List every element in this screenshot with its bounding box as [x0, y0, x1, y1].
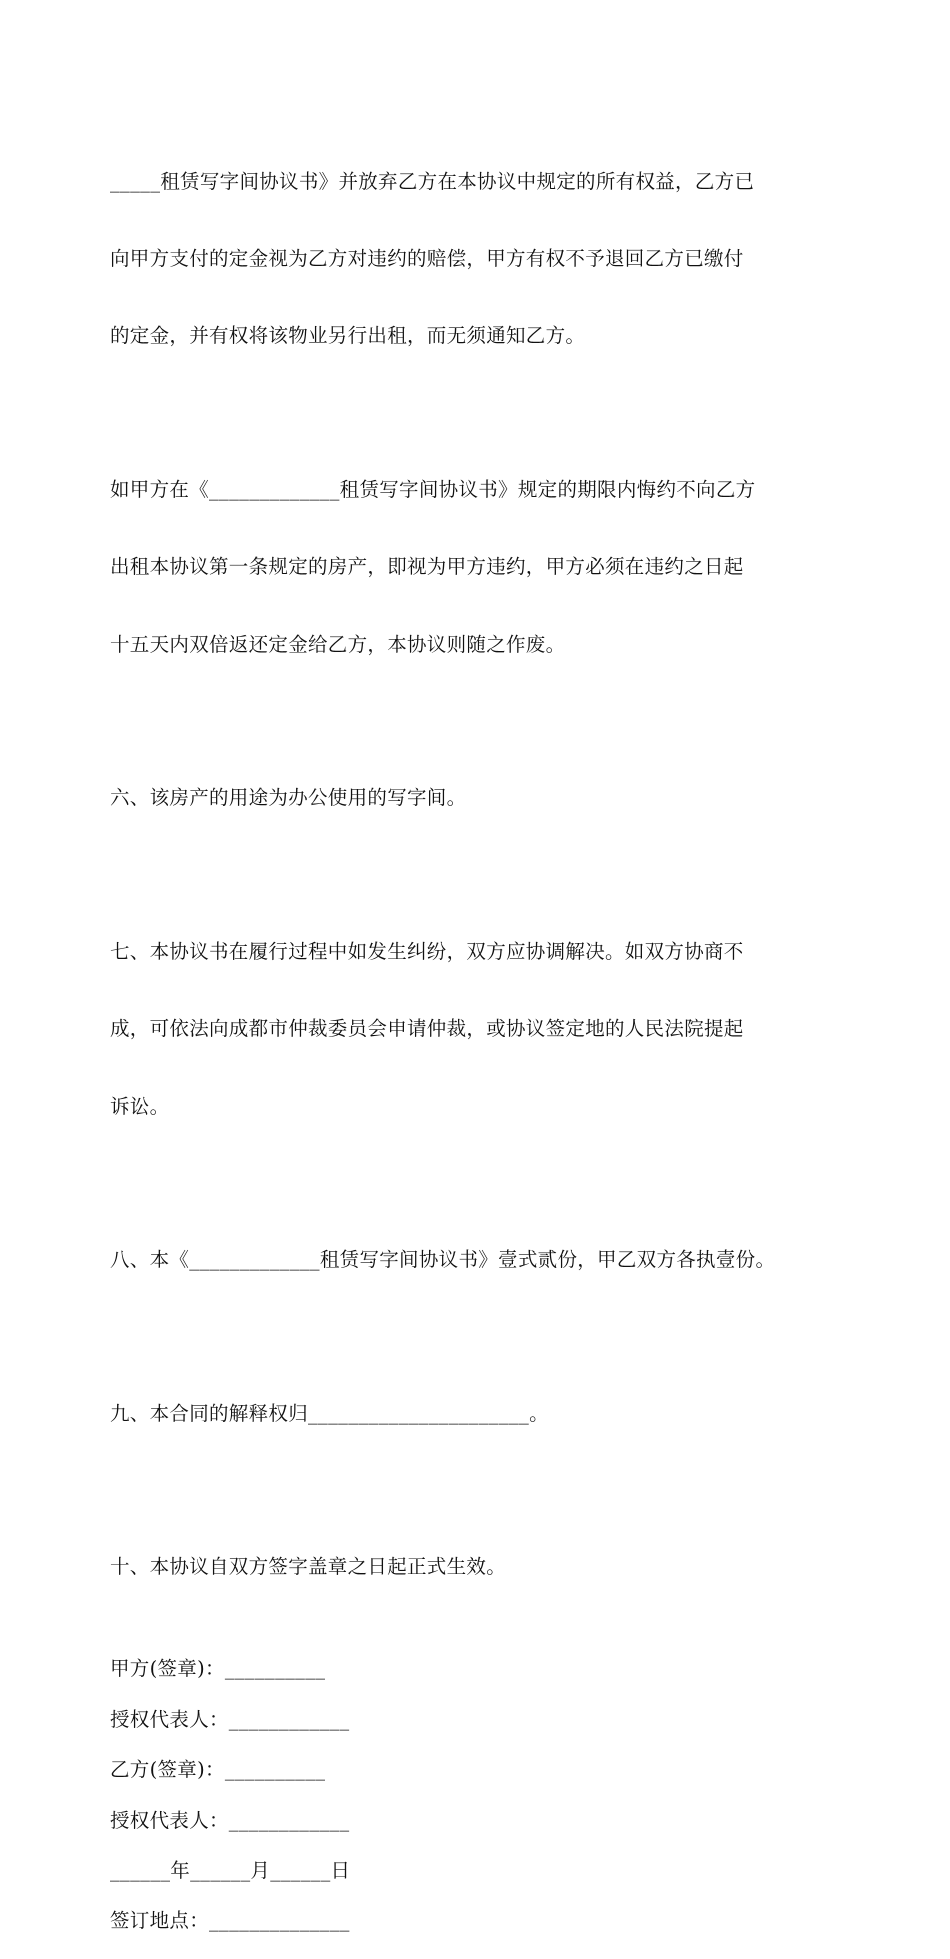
text-line: 的定金，并有权将该物业另行出租，而无须通知乙方。 — [110, 324, 586, 348]
clause-6 — [110, 734, 850, 863]
document-body — [110, 117, 850, 1959]
paragraph-breach-party-a — [110, 425, 850, 709]
signing-place: 签订地点：______________ — [110, 1909, 350, 1933]
text-line: 如甲方在《_____________租赁写字间协议书》规定的期限内悔约不向乙方 — [110, 477, 756, 501]
clause-8 — [110, 1196, 850, 1325]
text-line: _____租赁写字间协议书》并放弃乙方在本协议中规定的所有权益，乙方已 — [110, 169, 755, 193]
clause-10 — [110, 1503, 850, 1632]
text-line: 六、该房产的用途为办公使用的写字间。 — [110, 786, 467, 810]
text-line: 十五天内双倍返还定金给乙方，本协议则随之作废。 — [110, 632, 566, 656]
text-line: 向甲方支付的定金视为乙方对违约的赔偿，甲方有权不予退回乙方已缴付 — [110, 246, 744, 270]
signature-party-a: 甲方(签章)：__________ — [110, 1657, 326, 1681]
text-line: 出租本协议第一条规定的房产，即视为甲方违约，甲方必须在违约之日起 — [110, 555, 744, 579]
clause-7 — [110, 887, 850, 1171]
signature-party-a-representative: 授权代表人：____________ — [110, 1707, 350, 1731]
text-line: 成，可依法向成都市仲裁委员会申请仲裁，或协议签定地的人民法院提起 — [110, 1017, 744, 1041]
text-line: 诉讼。 — [110, 1094, 170, 1118]
text-line: 七、本协议书在履行过程中如发生纠纷，双方应协调解决。如双方协商不 — [110, 939, 744, 963]
text-line: 十、本协议自双方签字盖章之日起正式生效。 — [110, 1555, 507, 1579]
signature-party-b: 乙方(签章)：__________ — [110, 1758, 326, 1782]
text-line: 八、本《_____________租赁写字间协议书》壹式贰份，甲乙双方各执壹份。 — [110, 1248, 776, 1272]
signature-party-b-representative: 授权代表人：____________ — [110, 1808, 350, 1832]
signing-date: ______年______月______日 — [110, 1858, 351, 1882]
text-line: 九、本合同的解释权归______________________。 — [110, 1401, 549, 1425]
paragraph-breach-party-b — [110, 117, 850, 401]
clause-9 — [110, 1349, 850, 1478]
